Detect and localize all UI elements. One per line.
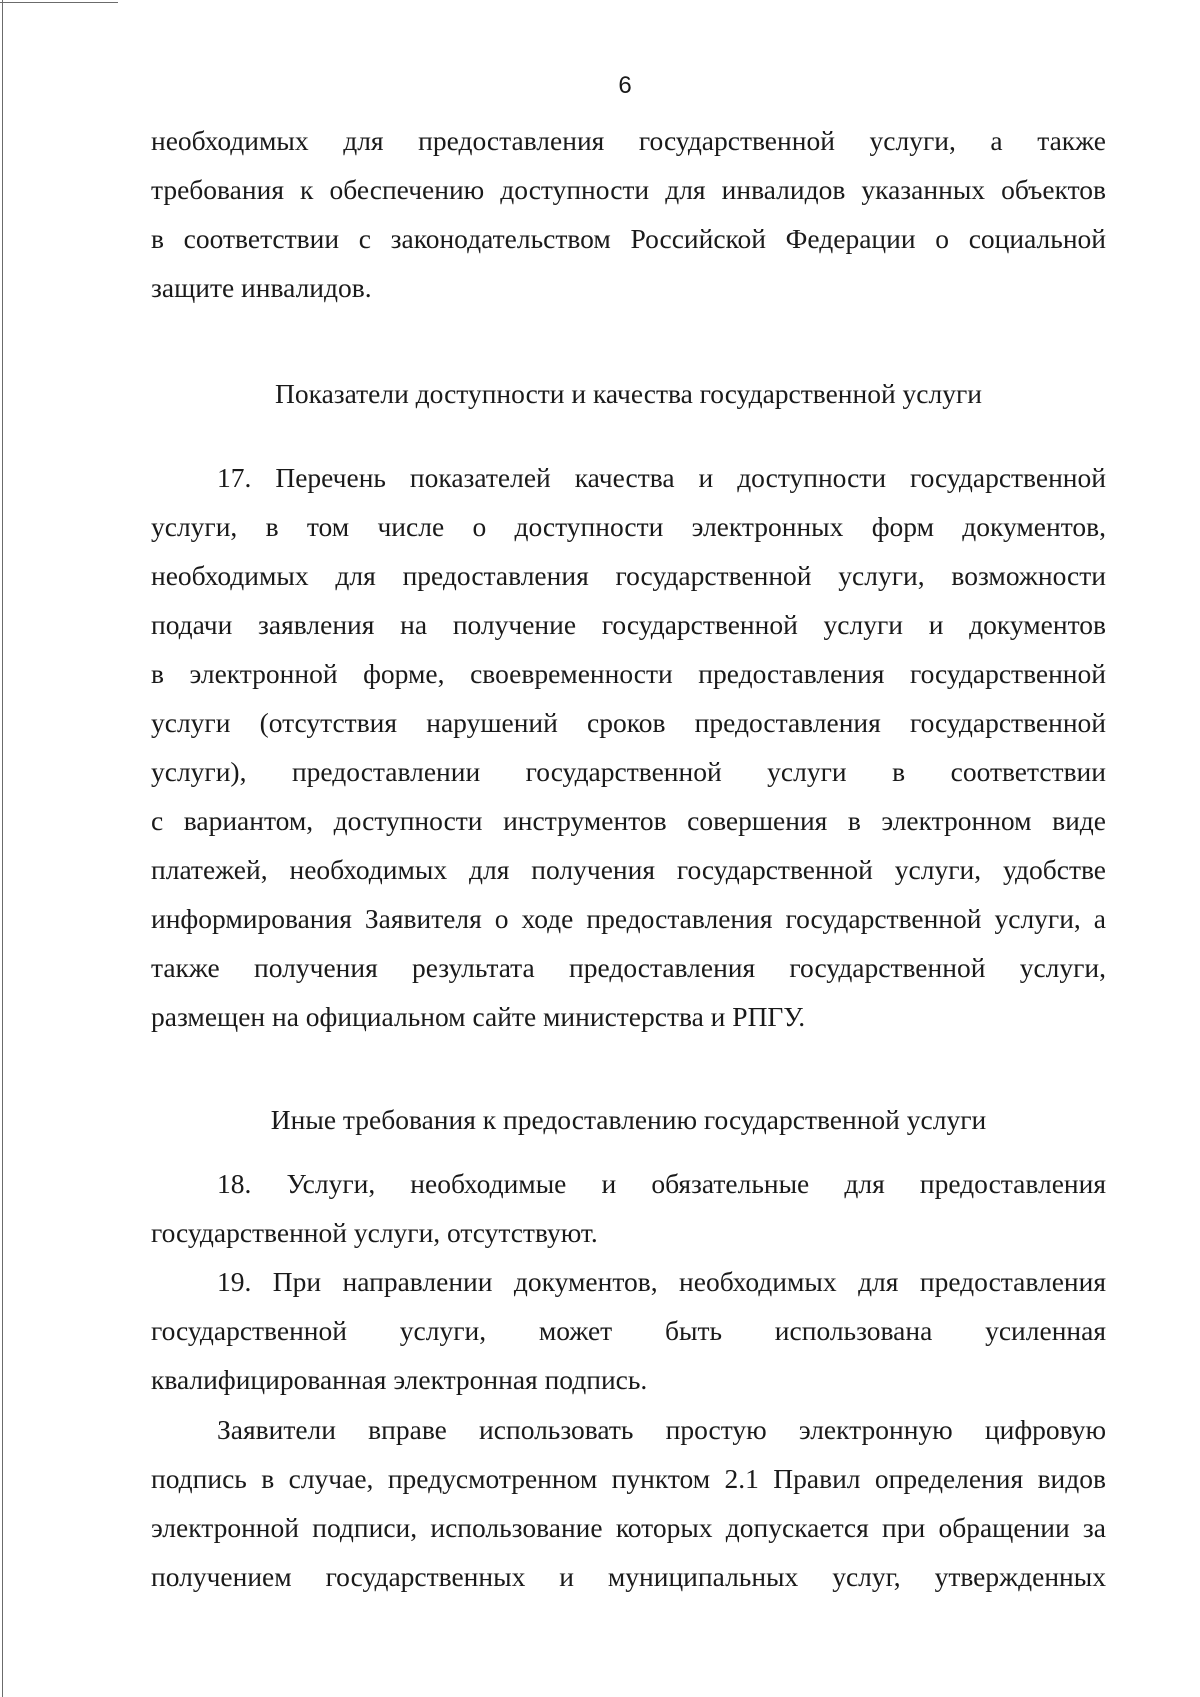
- text-line: квалифицированная электронная подпись.: [151, 1364, 648, 1395]
- paragraph-19: [151, 1257, 1106, 1404]
- text-line: 19. При направлении документов, необходимых для предоставления: [217, 1266, 1106, 1297]
- text-line: с вариантом, доступности инструментов совершения в электронном виде: [151, 805, 1106, 836]
- text-line: требования к обеспечению доступности для инвалидов указанных объектов: [151, 174, 1106, 205]
- text-line: подачи заявления на получение государственной услуги и документов: [151, 609, 1106, 640]
- text-line: государственной услуги, отсутствуют.: [151, 1217, 598, 1248]
- text-line: получением государственных и муниципальных услуг, утвержденных: [151, 1561, 1106, 1592]
- text-line: также получения результата предоставления государственной услуги,: [151, 952, 1106, 983]
- scan-edge-top: [0, 2, 118, 3]
- paragraph-17: [151, 453, 1106, 1041]
- text-line: размещен на официальном сайте министерства и РПГУ.: [151, 1001, 806, 1032]
- scan-edge-left: [2, 0, 3, 1697]
- text-line: защите инвалидов.: [151, 272, 372, 303]
- text-line: платежей, необходимых для получения государственной услуги, удобстве: [151, 854, 1106, 885]
- text-line: необходимых для предоставления государственной услуги, а также: [151, 125, 1106, 156]
- text-line: услуги, в том числе о доступности электронных форм документов,: [151, 511, 1106, 542]
- paragraph-continuation: [151, 116, 1106, 312]
- paragraph-applicants: [151, 1405, 1106, 1601]
- section-heading-other-requirements: Иные требования к предоставлению государственной услуги: [270, 1104, 987, 1135]
- text-line: государственной услуги, может быть использована усиленная: [151, 1315, 1106, 1346]
- text-line: необходимых для предоставления государственной услуги, возможности: [151, 560, 1106, 591]
- text-line: в электронной форме, своевременности предоставления государственной: [151, 658, 1106, 689]
- text-line: услуги), предоставлении государственной услуги в соответствии: [151, 756, 1106, 787]
- text-line: электронной подписи, использование которых допускается при обращении за: [151, 1512, 1106, 1543]
- text-line: информирования Заявителя о ходе предоставления государственной услуги, а: [151, 903, 1106, 934]
- page-number: 6: [618, 72, 632, 99]
- text-line: Заявители вправе использовать простую электронную цифровую: [217, 1414, 1106, 1445]
- text-line: в соответствии с законодательством Российской Федерации о социальной: [151, 223, 1106, 254]
- text-line: подпись в случае, предусмотренном пунктом 2.1 Правил определения видов: [151, 1463, 1106, 1494]
- text-line: услуги (отсутствия нарушений сроков предоставления государственной: [151, 707, 1106, 738]
- section-heading-indicators: Показатели доступности и качества государственной услуги: [275, 378, 982, 409]
- text-line: 18. Услуги, необходимые и обязательные для предоставления: [217, 1168, 1106, 1199]
- paragraph-18: [151, 1159, 1106, 1257]
- text-line: 17. Перечень показателей качества и доступности государственной: [217, 462, 1106, 493]
